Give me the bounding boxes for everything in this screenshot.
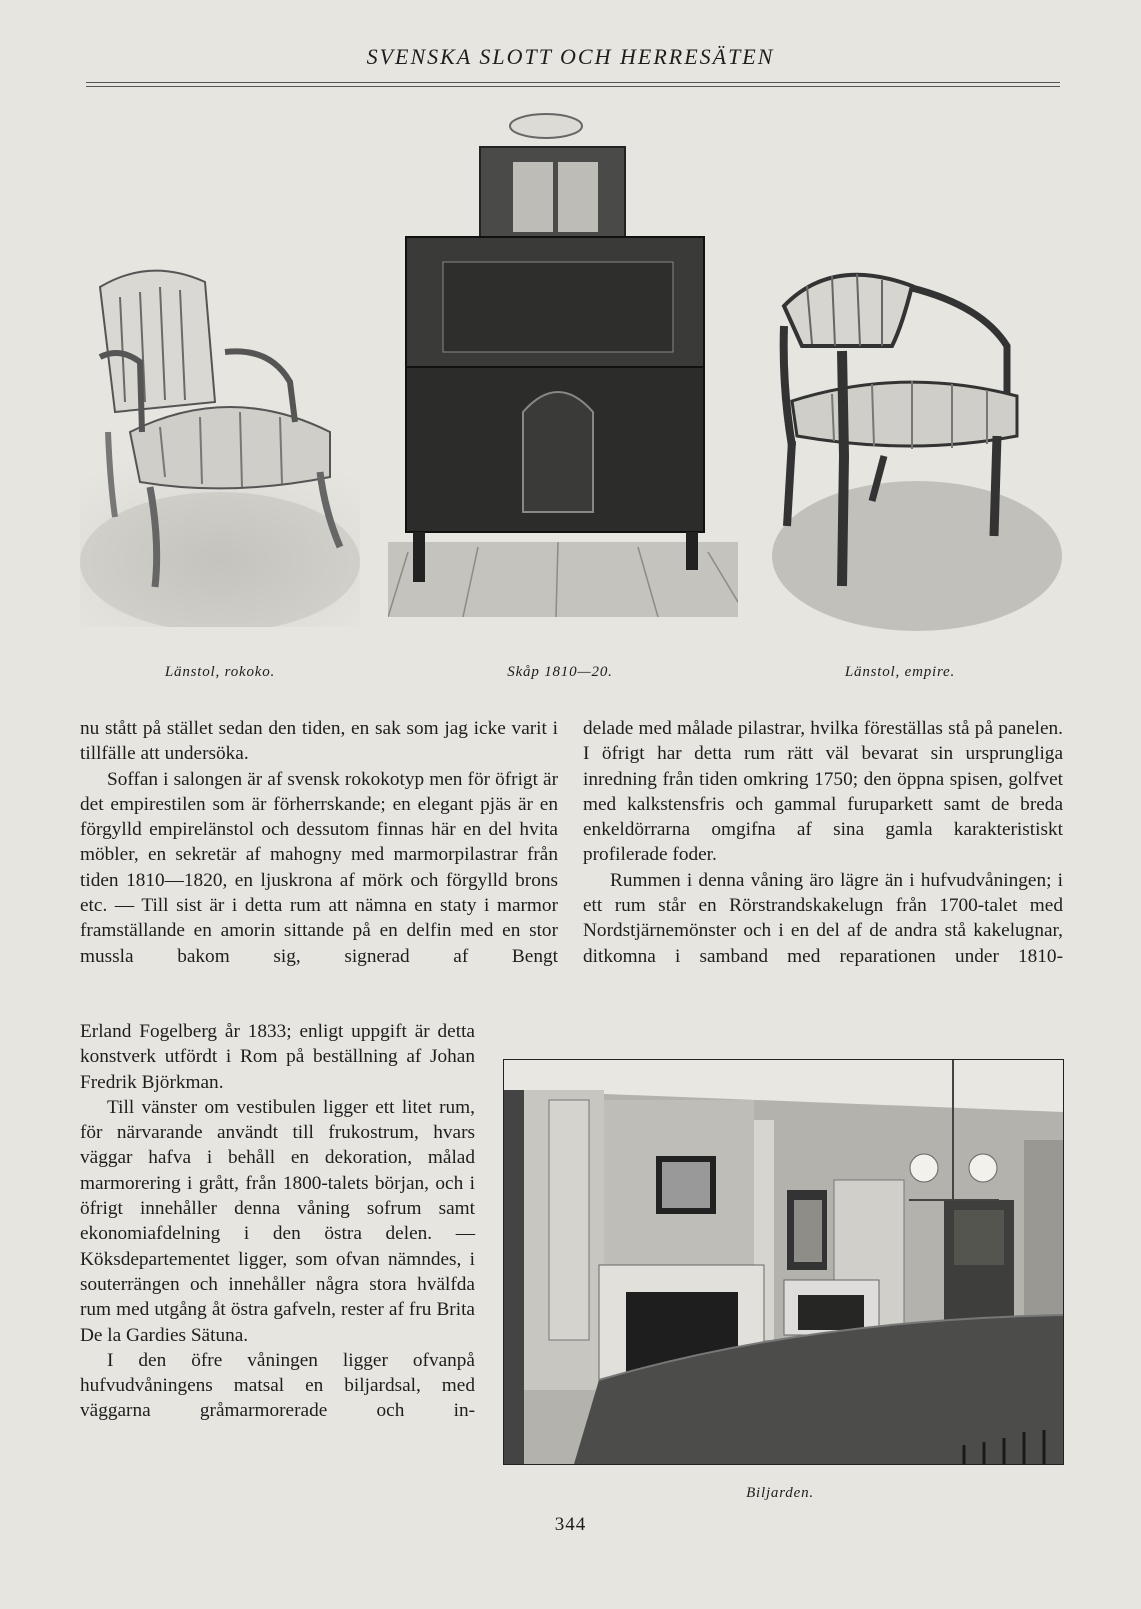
page-number: 344 — [554, 1514, 587, 1535]
paragraph: Soffan i salongen är af svensk rokokotyp men för öfrigt är det empirestilen som är förherrskande; en elegant pjäs är en förgylld empirelänstol och dessutom finnas här en del hvita möbler, en sekretär af mahogny med marmorpilastrar från tiden 1810—1820, en ljuskrona af mörk och förgylld brons etc. — Till sist är i detta rum att nämna en staty i marmor framställande en amorin sittande på en delfin med en stor mussla bakom sig, signerad af Bengt — [80, 768, 558, 967]
photo-rococo-chair — [80, 262, 360, 627]
caption-cabinet: Skåp 1810—20. — [507, 664, 613, 680]
caption-rococo-chair: Länstol, rokoko. — [164, 664, 276, 680]
caption-billiard-room: Biljarden. — [746, 1485, 814, 1501]
running-title: SVENSKA SLOTT OCH HERRESÄTEN — [366, 44, 775, 69]
photo-cabinet — [388, 112, 738, 617]
caption-empire-chair: Länstol, empire. — [844, 664, 956, 680]
header-rule — [86, 86, 1060, 87]
header-rule — [86, 82, 1060, 83]
paragraph: delade med målade pilastrar, hvilka föreställas stå på panelen. I öfrigt har detta rum rätt väl bevarat sin ursprungliga inredning från tiden omkring 1750; den öppna spisen, golfvet med kalkstensfris och gammal furuparkett samt de breda enkeldörrarna omgifna af sina gamla karakteristiskt profilerade foder. — [583, 718, 1063, 866]
text-column-right — [583, 716, 1063, 969]
text-column-left-bottom — [80, 1019, 475, 1424]
paragraph: nu stått på stället sedan den tiden, en sak som jag icke varit i tillfälle att undersöka. — [80, 718, 558, 765]
paragraph: I den öfre våningen ligger ofvanpå hufvudvåningens matsal en biljardsal, med väggarna gråmarmorerade och in- — [80, 1349, 475, 1422]
photo-billiard-room — [503, 1059, 1064, 1465]
photo-empire-chair — [772, 266, 1062, 631]
paragraph: Rummen i denna våning äro lägre än i hufvudvåningen; i ett rum står en Rörstrandskakelugn från 1700-talet med Nordstjärnemönster och i en del af de andra stå kakelugnar, ditkomna i samband med reparationen under 1810- — [583, 869, 1063, 967]
paragraph: Till vänster om vestibulen ligger ett litet rum, för närvarande användt till frukostrum, hvars väggar hafva i behåll en dekoration, målad marmorering i grått, från 1800-talets början, och i öfrigt innehåller denna våning sofrum samt ekonomiafdelning i den östra delen. — Köksdepartementet ligger, som ofvan nämndes, i souterrängen och innehåller några stora hvälfda rum med utgång åt östra gafveln, rester af fru Brita De la Gardies Sätuna. — [80, 1096, 475, 1346]
text-column-left-top — [80, 716, 558, 969]
paragraph: Erland Fogelberg år 1833; enligt uppgift är detta konstverk utfördt i Rom på beställning af Johan Fredrik Björkman. — [80, 1021, 475, 1093]
